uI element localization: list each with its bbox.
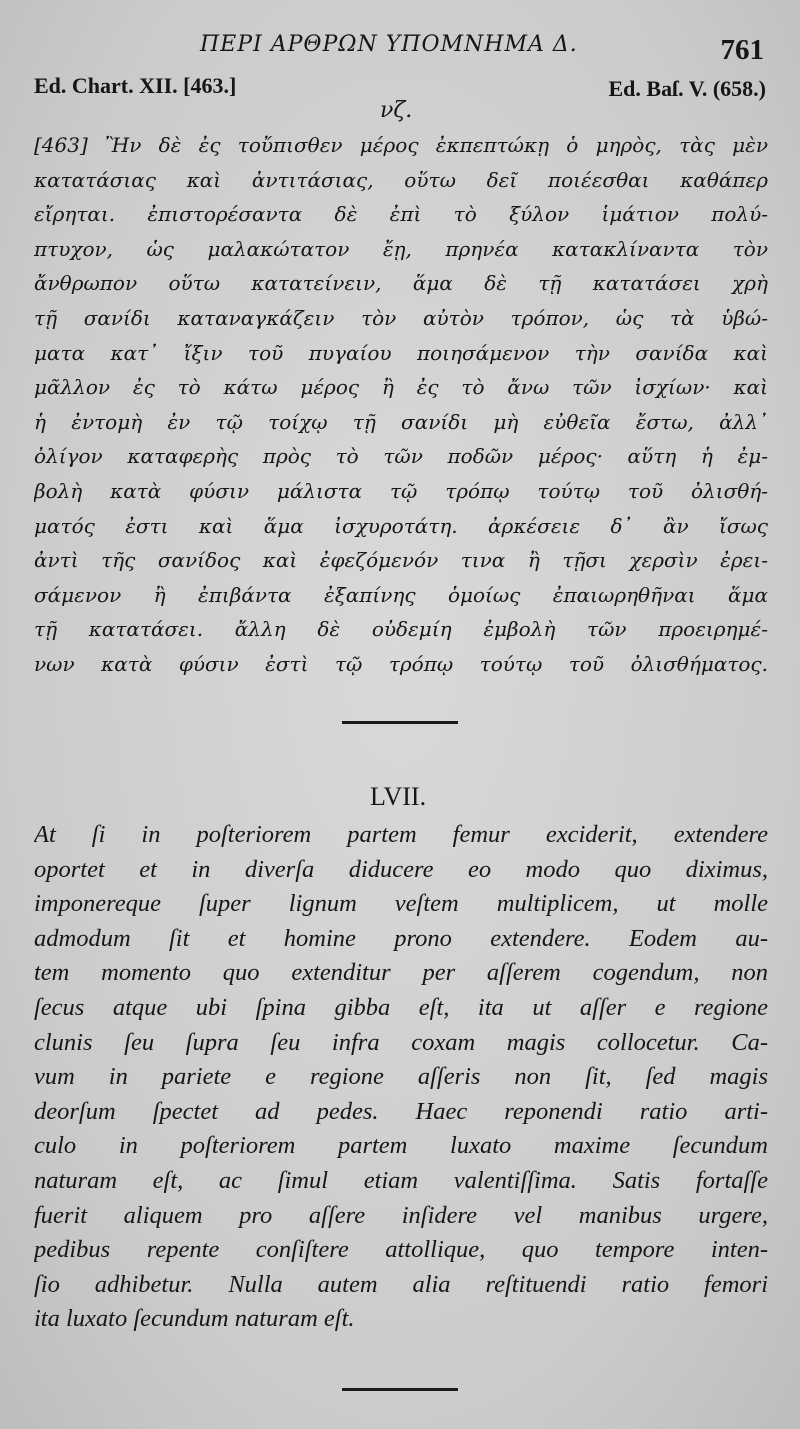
greek-line: ὀλίγον καταφερὴς πρὸς τὸ τῶν ποδῶν μέρος· αὕτη ἡ ἐμ- bbox=[34, 444, 768, 469]
latin-line: ſecus atque ubi ſpina gibba eſt, ita ut aſſer e regione bbox=[34, 993, 768, 1021]
latin-line: naturam eſt, ac ſimul etiam valentiſſima. Satis fortaſſe bbox=[34, 1166, 768, 1194]
greek-line: ἀντὶ τῆς σανίδος καὶ ἐφεζόμενόν τινα ἢ τῇσι χερσὶν ἐρει- bbox=[34, 548, 768, 573]
latin-line: deorſum ſpectet ad pedes. Haec reponendi ratio arti- bbox=[34, 1097, 768, 1125]
greek-text bbox=[34, 128, 768, 682]
latin-line: vum in pariete e regione aſſeris non ſit, ſed magis bbox=[34, 1063, 768, 1091]
latin-line: pedibus repente conſiſtere attollique, quo tempore inten- bbox=[34, 1236, 768, 1264]
latin-line: ita luxato ſecundum naturam eſt. bbox=[34, 1305, 355, 1333]
greek-line: εἴρηται. ἐπιστορέσαντα δὲ ἐπὶ τὸ ξύλον ἱμάτιον πολύ- bbox=[34, 202, 768, 227]
greek-line: νων κατὰ φύσιν ἐστὶ τῷ τρόπῳ τούτῳ τοῦ ὀλισθήματος. bbox=[34, 651, 768, 676]
page-number: 761 bbox=[720, 34, 764, 66]
latin-line: ſio adhibetur. Nulla autem alia reſtituendi ratio femori bbox=[34, 1270, 768, 1298]
running-title: ΠΕΡΙ ΑΡΘΡΩΝ ΥΠΟΜΝΗΜΑ Δ. bbox=[200, 32, 578, 57]
greek-line: τῇ σανίδι καταναγκάζειν τὸν αὐτὸν τρόπον, ὡς τὰ ὑβώ- bbox=[34, 305, 768, 330]
end-divider bbox=[342, 1388, 458, 1391]
greek-line: σάμενον ἢ ἐπιβάντα ἐξαπίνης ὁμοίως ἐπαιωρηθῆναι ἅμα bbox=[34, 582, 768, 607]
greek-line: ματός ἐστι καὶ ἅμα ἰσχυροτάτη. ἀρκέσειε δ᾽ ἂν ἴσως bbox=[34, 513, 768, 538]
latin-line: culo in poſteriorem partem luxato maxime ſecundum bbox=[34, 1132, 768, 1160]
edition-reference-left: Ed. Chart. XII. [463.] bbox=[34, 73, 237, 98]
greek-line: μᾶλλον ἐς τὸ κάτω μέρος ἢ ἐς τὸ ἄνω τῶν ἰσχίων· καὶ bbox=[34, 375, 768, 400]
latin-line: imponereque ſuper lignum veſtem multiplicem, ut molle bbox=[34, 890, 768, 918]
greek-line: βολὴ κατὰ φύσιν μάλιστα τῷ τρόπῳ τούτῳ τοῦ ὀλισθή- bbox=[34, 478, 768, 503]
latin-line: tem momento quo extenditur per aſſerem cogendum, non bbox=[34, 959, 768, 987]
greek-section-number: νζ. bbox=[380, 98, 413, 123]
greek-line: ἄνθρωπον οὕτω κατατείνειν, ἅμα δὲ τῇ κατατάσει χρὴ bbox=[34, 271, 768, 296]
greek-line: τῇ κατατάσει. ἄλλη δὲ οὐδεμίη ἐμβολὴ τῶν προειρημέ- bbox=[34, 617, 768, 642]
latin-line: oportet et in diverſa diducere eo modo quo diximus, bbox=[34, 855, 768, 883]
greek-line: πτυχον, ὡς μαλακώτατον ἔῃ, πρηνέα κατακλίναντα τὸν bbox=[34, 236, 768, 261]
greek-line: ἡ ἐντομὴ ἐν τῷ τοίχῳ τῇ σανίδι μὴ εὐθεῖα ἔστω, ἀλλ᾽ bbox=[34, 409, 768, 434]
edition-reference-right: Ed. Baſ. V. (658.) bbox=[608, 76, 766, 101]
greek-line: κατατάσιας καὶ ἀντιτάσιας, οὕτω δεῖ ποιέεσθαι καθάπερ bbox=[34, 167, 768, 192]
section-divider bbox=[342, 721, 458, 724]
latin-line: At ſi in poſteriorem partem femur exciderit, extendere bbox=[34, 821, 768, 848]
latin-line: clunis ſeu ſupra ſeu infra coxam magis collocetur. Ca- bbox=[34, 1028, 768, 1056]
latin-line: fuerit aliquem pro aſſere inſidere vel manibus urgere, bbox=[34, 1201, 768, 1229]
greek-line: ματα κατ᾽ ἴξιν τοῦ πυγαίου ποιησάμενον τὴν σανίδα καὶ bbox=[34, 340, 768, 365]
greek-line: [463] Ἢν δὲ ἐς τοὔπισθεν μέρος ἐκπεπτώκῃ ὁ μηρὸς, τὰς μὲν bbox=[34, 133, 768, 157]
latin-line: admodum ſit et homine prono extendere. Eodem au- bbox=[34, 924, 768, 952]
latin-text bbox=[34, 818, 768, 1337]
latin-section-number: LVII. bbox=[370, 782, 427, 811]
